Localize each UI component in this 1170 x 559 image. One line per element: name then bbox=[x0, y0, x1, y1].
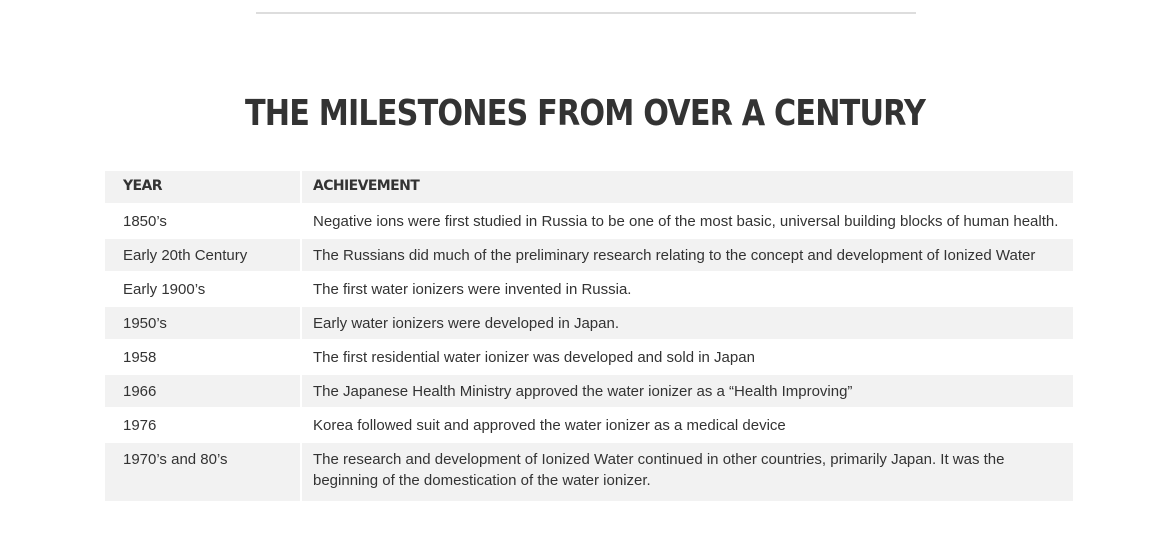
year-cell: 1850’s bbox=[105, 205, 300, 237]
year-cell: 1966 bbox=[105, 375, 300, 407]
table-row bbox=[105, 443, 1073, 501]
achievement-cell: Korea followed suit and approved the water ionizer as a medical device bbox=[302, 409, 1073, 441]
table-row bbox=[105, 409, 1073, 441]
achievement-cell: The Japanese Health Ministry approved the water ionizer as a “Health Improving” bbox=[302, 375, 1073, 407]
table-row bbox=[105, 307, 1073, 339]
year-cell: Early 20th Century bbox=[105, 239, 300, 271]
achievement-cell: Negative ions were first studied in Russia to be one of the most basic, universal building blocks of human health. bbox=[302, 205, 1073, 237]
table-row bbox=[105, 341, 1073, 373]
year-cell: 1976 bbox=[105, 409, 300, 441]
page-title: THE MILESTONES FROM OVER A CENTURY bbox=[244, 93, 926, 134]
achievement-cell: The research and development of Ionized Water continued in other countries, primarily Japan. It was the beginning of the domestication of the water ionizer. bbox=[302, 443, 1073, 501]
achievement-cell: The Russians did much of the preliminary research relating to the concept and development of Ionized Water bbox=[302, 239, 1073, 271]
achievement-cell: The first water ionizers were invented in Russia. bbox=[302, 273, 1073, 305]
top-divider bbox=[256, 12, 916, 14]
table-row bbox=[105, 205, 1073, 237]
table-header-row bbox=[105, 171, 1073, 203]
table-row bbox=[105, 273, 1073, 305]
milestones-table bbox=[103, 169, 1075, 503]
year-cell: 1958 bbox=[105, 341, 300, 373]
table-row bbox=[105, 375, 1073, 407]
column-header-year: YEAR bbox=[105, 171, 300, 203]
year-cell: 1970’s and 80’s bbox=[105, 443, 300, 501]
table-row bbox=[105, 239, 1073, 271]
year-cell: 1950’s bbox=[105, 307, 300, 339]
column-header-achievement: ACHIEVEMENT bbox=[302, 171, 1073, 203]
year-cell: Early 1900’s bbox=[105, 273, 300, 305]
achievement-cell: The first residential water ionizer was developed and sold in Japan bbox=[302, 341, 1073, 373]
achievement-cell: Early water ionizers were developed in Japan. bbox=[302, 307, 1073, 339]
